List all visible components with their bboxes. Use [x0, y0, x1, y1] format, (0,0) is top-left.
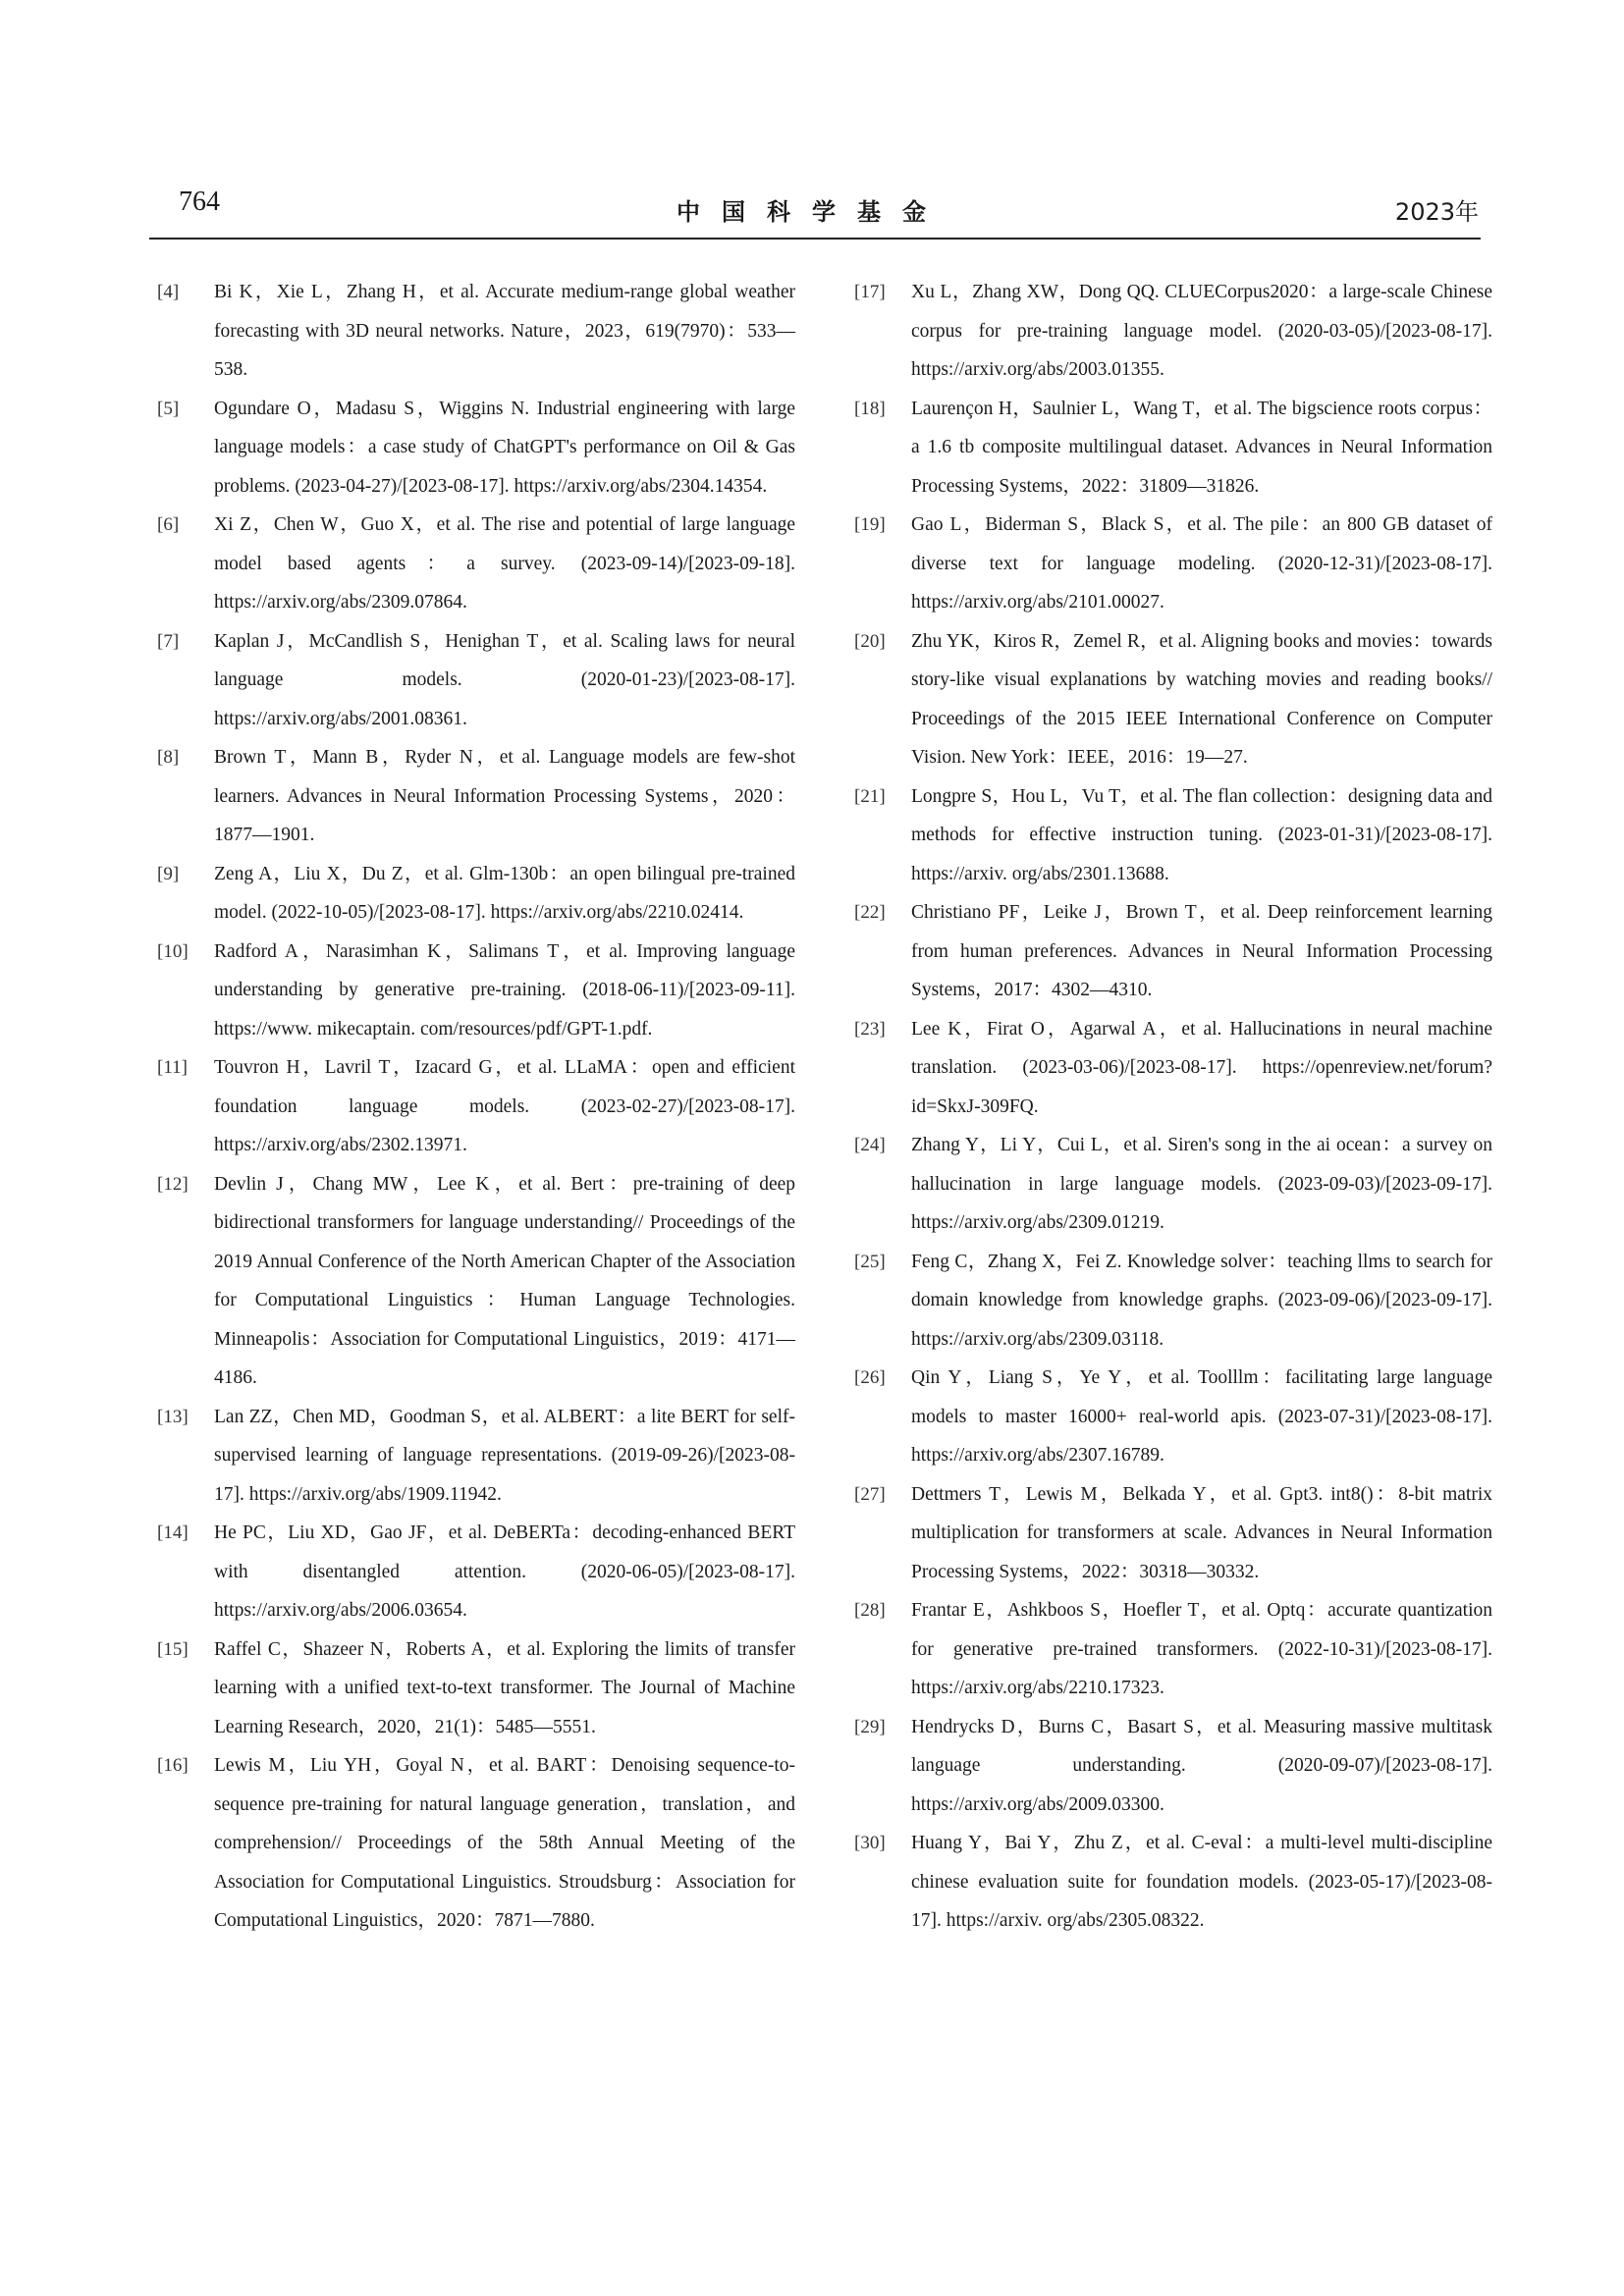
reference-number: [20] [854, 630, 886, 652]
reference-text: Xi Z，Chen W，Guo X，et al. The rise and potential of large language model based agents：a survey. (2023-09-14)/[2023-09-18]. https://arxiv.org/abs/2309.07864. [214, 514, 795, 613]
reference-number: [13] [157, 1406, 189, 1427]
reference-text: Bi K，Xie L，Zhang H，et al. Accurate medium-range global weather forecasting with 3D neural networks. Nature，2023，619(7970)：533—538. [214, 282, 795, 380]
reference-text: Lee K，Firat O，Agarwal A，et al. Hallucinations in neural machine translation. (2023-03-06)/[2023-08-17]. https://openreview.net/forum? id=SkxJ-309FQ. [911, 1018, 1492, 1117]
reference-item [854, 1824, 1492, 1941]
references-left-column [157, 273, 795, 1941]
page-header [0, 0, 1624, 245]
references-right-column [854, 273, 1492, 1941]
reference-number: [6] [157, 514, 180, 535]
reference-number: [29] [854, 1716, 886, 1737]
reference-number: [28] [854, 1600, 886, 1621]
reference-number: [8] [157, 747, 180, 768]
reference-text: Zhu YK，Kiros R，Zemel R，et al. Aligning books and movies：towards story-like visual explanations by watching movies and reading books// Proceedings of the 2015 IEEE International Conference on Computer Vision. New York：IEEE，2016：19—27. [911, 630, 1492, 768]
reference-number: [5] [157, 398, 180, 419]
reference-number: [4] [157, 282, 180, 302]
reference-text: Zeng A，Liu X，Du Z，et al. Glm-130b：an open bilingual pre-trained model. (2022-10-05)/[2023-08-17]. https://arxiv.org/abs/2210.02414. [214, 863, 795, 923]
reference-item [157, 622, 795, 739]
reference-text: Gao L，Biderman S，Black S，et al. The pile：an 800 GB dataset of diverse text for language modeling. (2020-12-31)/[2023-08-17]. https://arxiv.org/abs/2101.00027. [911, 514, 1492, 613]
journal-title: 中国科学基金 [677, 198, 947, 226]
reference-number: [9] [157, 863, 180, 884]
reference-item [854, 777, 1492, 894]
reference-text: Ogundare O，Madasu S，Wiggins N. Industrial engineering with large language models：a case study of ChatGPT's performance on Oil & Gas problems. (2023-04-27)/[2023-08-17]. https://arxiv.org/abs/2304.14354. [214, 398, 795, 497]
issue-year: 2023年 [1394, 198, 1479, 226]
reference-text: Laurençon H，Saulnier L，Wang T，et al. The bigscience roots corpus：a 1.6 tb composite multilingual dataset. Advances in Neural Information Processing Systems，2022：31809—31826. [911, 398, 1492, 497]
reference-item [854, 1243, 1492, 1360]
reference-number: [10] [157, 940, 189, 962]
reference-number: [11] [157, 1057, 188, 1078]
reference-text: He PC，Liu XD，Gao JF，et al. DeBERTa：decoding-enhanced BERT with disentangled attention. (2020-06-05)/[2023-08-17]. https://arxiv.org/abs/2006.03654. [214, 1522, 795, 1621]
reference-item [157, 1746, 795, 1941]
reference-text: Frantar E，Ashkboos S，Hoefler T，et al. Optq：accurate quantization for generative pre-trained transformers. (2022-10-31)/[2023-08-17]. https://arxiv.org/abs/2210.17323. [911, 1600, 1492, 1698]
reference-item [157, 855, 795, 933]
reference-item [157, 1165, 795, 1398]
reference-text: Touvron H，Lavril T，Izacard G，et al. LLaMA：open and efficient foundation language models. (2023-02-27)/[2023-08-17]. https://arxiv.org/abs/2302.13971. [214, 1057, 795, 1155]
reference-number: [12] [157, 1173, 189, 1195]
reference-item [854, 1010, 1492, 1127]
reference-item [157, 1514, 795, 1630]
reference-item [854, 893, 1492, 1010]
reference-text: Longpre S，Hou L，Vu T，et al. The flan collection：designing data and methods for effective instruction tuning. (2023-01-31)/[2023-08-17]. https://arxiv. org/abs/2301.13688. [911, 785, 1492, 884]
reference-text: Feng C，Zhang X，Fei Z. Knowledge solver：teaching llms to search for domain knowledge from knowledge graphs. (2023-09-06)/[2023-09-17]. https://arxiv.org/abs/2309.03118. [911, 1251, 1492, 1350]
reference-text: Xu L，Zhang XW，Dong QQ. CLUECorpus2020：a large-scale Chinese corpus for pre-training language model. (2020-03-05)/[2023-08-17]. https://arxiv.org/abs/2003.01355. [911, 282, 1492, 380]
reference-item [854, 390, 1492, 507]
reference-text: Dettmers T，Lewis M，Belkada Y，et al. Gpt3. int8()：8-bit matrix multiplication for transformers at scale. Advances in Neural Information Processing Systems，2022：30318—30332. [911, 1483, 1492, 1582]
reference-text: Zhang Y，Li Y，Cui L，et al. Siren's song in the ai ocean：a survey on hallucination in large language models. (2023-09-03)/[2023-09-17]. https://arxiv.org/abs/2309.01219. [911, 1135, 1492, 1233]
reference-number: [19] [854, 514, 886, 535]
reference-item [854, 273, 1492, 390]
reference-number: [25] [854, 1251, 886, 1272]
reference-item [854, 622, 1492, 777]
reference-item [157, 1398, 795, 1515]
reference-number: [14] [157, 1522, 189, 1543]
reference-number: [15] [157, 1638, 189, 1660]
reference-item [157, 273, 795, 390]
reference-number: [22] [854, 902, 886, 923]
reference-item [854, 1126, 1492, 1243]
reference-text: Hendrycks D，Burns C，Basart S，et al. Measuring massive multitask language understanding. (2020-09-07)/[2023-08-17]. https://arxiv.org/abs/2009.03300. [911, 1716, 1492, 1815]
reference-text: Brown T，Mann B，Ryder N，et al. Language models are few-shot learners. Advances in Neural Information Processing Systems，2020：1877—1901. [214, 747, 795, 845]
reference-text: Qin Y，Liang S，Ye Y，et al. Toolllm：facilitating large language models to master 16000+ real-world apis. (2023-07-31)/[2023-08-17]. https://arxiv.org/abs/2307.16789. [911, 1367, 1492, 1466]
header-rule [149, 238, 1481, 240]
reference-item [157, 506, 795, 622]
reference-number: [23] [854, 1018, 886, 1040]
reference-item [854, 506, 1492, 622]
reference-text: Lan ZZ，Chen MD，Goodman S，et al. ALBERT：a lite BERT for self-supervised learning of language representations. (2019-09-26)/[2023-08-17]. https://arxiv.org/abs/1909.11942. [214, 1406, 795, 1505]
reference-text: Kaplan J，McCandlish S，Henighan T，et al. Scaling laws for neural language models. (2020-01-23)/[2023-08-17]. https://arxiv.org/abs/2001.08361. [214, 630, 795, 729]
reference-text: Christiano PF，Leike J，Brown T，et al. Deep reinforcement learning from human preferences. Advances in Neural Information Processing Systems，2017：4302—4310. [911, 902, 1492, 1000]
reference-number: [16] [157, 1755, 189, 1776]
reference-number: [24] [854, 1135, 886, 1155]
reference-item [854, 1359, 1492, 1475]
reference-item [157, 390, 795, 507]
reference-number: [26] [854, 1367, 886, 1388]
reference-item [854, 1708, 1492, 1825]
reference-number: [18] [854, 398, 886, 419]
reference-number: [27] [854, 1483, 886, 1505]
reference-text: Lewis M，Liu YH，Goyal N，et al. BART：Denoising sequence-to-sequence pre-training for natural language generation，translation，and comprehension// Proceedings of the 58th Annual Meeting of the Association for Computational Linguistics. Stroudsburg：Association for Computational Linguistics，2020：7871—7880. [214, 1755, 795, 1931]
page-number: 764 [179, 187, 220, 217]
reference-item [854, 1475, 1492, 1592]
reference-item [157, 1630, 795, 1747]
reference-item [157, 738, 795, 855]
reference-text: Raffel C，Shazeer N，Roberts A，et al. Exploring the limits of transfer learning with a unified text-to-text transformer. The Journal of Machine Learning Research，2020，21(1)：5485—5551. [214, 1638, 795, 1737]
reference-item [157, 1048, 795, 1165]
reference-text: Radford A，Narasimhan K，Salimans T，et al. Improving language understanding by generative pre-training. (2018-06-11)/[2023-09-11]. https://www. mikecaptain. com/resources/pdf/GPT-1.pdf. [214, 940, 795, 1040]
reference-text: Devlin J，Chang MW，Lee K，et al. Bert：pre-training of deep bidirectional transformers for language understanding// Proceedings of the 2019 Annual Conference of the North American Chapter of the Association for Computational Linguistics：Human Language Technologies. Minneapolis：Association for Computational Linguistics，2019：4171—4186. [214, 1173, 795, 1388]
reference-number: [17] [854, 282, 886, 302]
reference-number: [30] [854, 1833, 886, 1853]
reference-item [157, 933, 795, 1049]
reference-item [854, 1591, 1492, 1708]
reference-text: Huang Y，Bai Y，Zhu Z，et al. C-eval：a multi-level multi-discipline chinese evaluation suite for foundation models. (2023-05-17)/[2023-08-17]. https://arxiv. org/abs/2305.08322. [911, 1833, 1492, 1931]
reference-number: [21] [854, 785, 886, 807]
reference-number: [7] [157, 630, 180, 652]
